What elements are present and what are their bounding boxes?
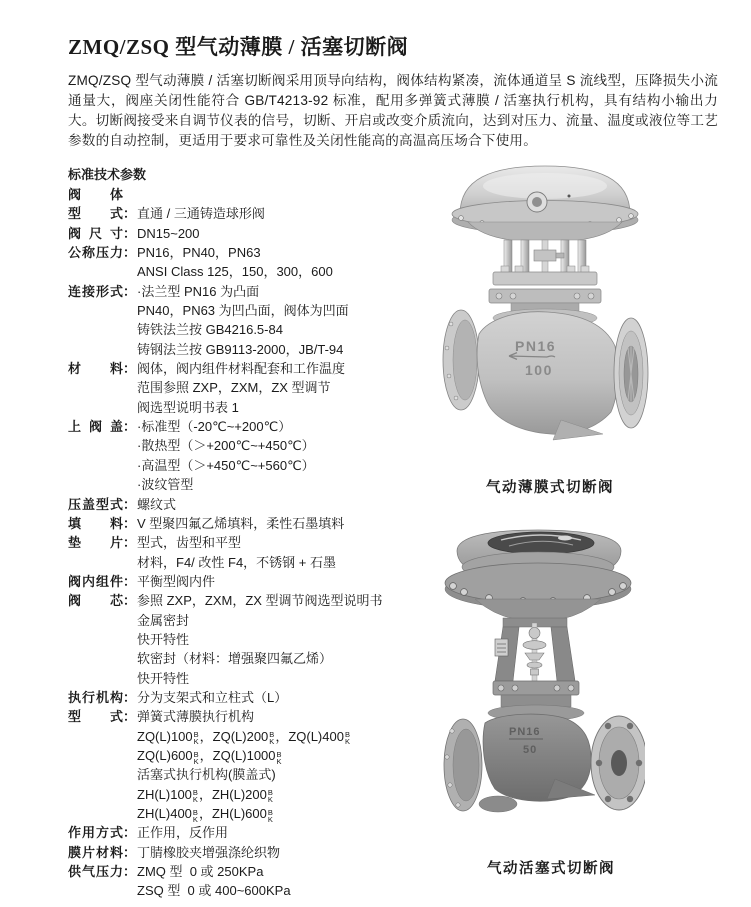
- spec-row: [68, 281, 446, 300]
- spec-colon: ：: [123, 844, 137, 860]
- spec-row: [68, 880, 446, 899]
- piston-valve-photo: [443, 527, 645, 817]
- spec-value: V 型聚四氟乙烯填料，柔性石墨填料: [137, 515, 345, 531]
- spec-label: 压盖型式: [68, 496, 123, 512]
- spec-row: [68, 571, 446, 590]
- spec-row: [68, 319, 446, 338]
- spec-value: PN40，PN63 为凹凸面，阀体为凹面: [137, 303, 349, 319]
- spec-row: [68, 474, 446, 493]
- spec-label: 执行机构: [68, 689, 123, 705]
- actuator-dome: [452, 166, 638, 240]
- spec-value: 螺纹式: [137, 496, 177, 512]
- spec-value: ·标准型（-20℃~+200℃）: [137, 419, 292, 435]
- spec-row: [68, 784, 446, 803]
- spec-value: 直通 / 三通铸造球形阀: [137, 206, 265, 222]
- spec-list: [68, 184, 446, 900]
- spec-colon: ：: [123, 864, 137, 880]
- spec-row: [68, 300, 446, 319]
- spec-value: 快开特性: [137, 670, 190, 686]
- spec-value: ·高温型（＞+450℃~+560℃）: [137, 457, 315, 473]
- spec-colon: ：: [123, 419, 137, 435]
- spec-value: 快开特性: [137, 631, 190, 647]
- spec-value: ·波纹管型: [137, 477, 194, 493]
- spec-label: 膜片材料: [68, 844, 123, 860]
- spec-value: 参照 ZXP，ZXM，ZX 型调节阀选型说明书: [137, 593, 383, 609]
- spec-row: [68, 455, 446, 474]
- valve-body: [444, 714, 645, 812]
- superscript-b-subscript-k-mark: B K: [192, 807, 198, 824]
- spec-value: 铸钢法兰按 GB9113-2000，JB/T-94: [137, 341, 344, 357]
- body-marking-dn: 100: [525, 362, 553, 378]
- spec-value: ZQ(L)100 B K ，ZQ(L)200 B K ，ZQ(L)400 B K: [137, 728, 350, 747]
- spec-row: [68, 861, 446, 880]
- superscript-b-subscript-k-mark: B K: [344, 730, 350, 747]
- spec-value: 材料，F4/ 改性 F4，不锈钢 + 石墨: [137, 554, 336, 570]
- spec-value: 阀选型说明书表 1: [137, 399, 239, 415]
- spec-value: 丁腈橡胶夹增强涤纶织物: [137, 844, 281, 860]
- superscript-b-subscript-k-mark: B K: [269, 730, 275, 747]
- spec-value: 正作用，反作用: [137, 825, 229, 841]
- spec-row: [68, 358, 446, 377]
- spec-row: [68, 687, 446, 706]
- spec-value: 阀体，阀内组件材料配套和工作温度: [137, 361, 346, 377]
- spec-row: [68, 377, 446, 396]
- spec-value: ZMQ 型 0 或 250KPa: [137, 864, 264, 880]
- spec-row: [68, 203, 446, 222]
- spec-colon: ：: [123, 361, 137, 377]
- spec-value: ZH(L)400 B K ，ZH(L)600 B K: [137, 806, 273, 824]
- superscript-b-subscript-k-mark: B K: [192, 788, 198, 805]
- spec-colon: ：: [123, 825, 137, 841]
- spec-row: [68, 842, 446, 861]
- spec-row: [68, 416, 446, 435]
- spec-row: [68, 261, 446, 280]
- spec-row: [68, 668, 446, 687]
- spec-value: 软密封（材料：增强聚四氟乙烯）: [137, 651, 333, 667]
- spec-label: 阀芯: [68, 593, 123, 609]
- spec-label: 型式: [68, 206, 123, 222]
- spec-row: [68, 494, 446, 513]
- spec-value: 平衡型阀内件: [137, 573, 216, 589]
- spec-value: 金属密封: [137, 612, 190, 628]
- spec-colon: ：: [123, 496, 137, 512]
- spec-value: 分为支架式和立柱式（L）: [137, 689, 288, 705]
- spec-row: [68, 532, 446, 551]
- spec-value: 范围参照 ZXP，ZXM，ZX 型调节: [137, 380, 331, 396]
- page-title: ZMQ/ZSQ 型气动薄膜 / 活塞切断阀: [68, 35, 409, 59]
- spec-label: 垫片: [68, 535, 123, 551]
- spec-colon: ：: [123, 283, 137, 299]
- superscript-b-subscript-k-mark: B K: [193, 730, 199, 747]
- spec-value: ZSQ 型 0 或 400~600KPa: [137, 883, 291, 899]
- spec-value: 弹簧式薄膜执行机构: [137, 709, 255, 725]
- spec-row: [68, 242, 446, 261]
- spec-colon: ：: [123, 206, 137, 222]
- spec-label: 填料: [68, 515, 123, 531]
- spec-colon: ：: [123, 535, 137, 551]
- spec-colon: ：: [123, 245, 137, 261]
- superscript-b-subscript-k-mark: B K: [267, 788, 273, 805]
- spec-value: ZQ(L)600 B K ，ZQ(L)1000 B K: [137, 747, 282, 766]
- spec-value: ANSI Class 125，150，300，600: [137, 264, 333, 280]
- spec-value: 活塞式执行机构(膜盖式): [137, 767, 276, 783]
- spec-row: [68, 745, 446, 764]
- spec-row: [68, 610, 446, 629]
- valve-body: [443, 310, 648, 440]
- spec-row: [68, 629, 446, 648]
- spec-colon: ：: [123, 515, 137, 531]
- spec-row: [68, 223, 446, 242]
- spec-value: ·法兰型 PN16 为凸面: [137, 283, 260, 299]
- body-marking-pn: PN16: [515, 338, 557, 354]
- figure-caption-diaphragm: 气动薄膜式切断阀: [486, 480, 614, 496]
- spec-colon: ：: [123, 573, 137, 589]
- spec-row: [68, 513, 446, 532]
- superscript-b-subscript-k-mark: B K: [276, 749, 282, 766]
- spec-label: 公称压力: [68, 245, 123, 261]
- spec-value: DN15~200: [137, 225, 200, 241]
- spec-row: [68, 726, 446, 745]
- spec-row: [68, 764, 446, 783]
- spec-colon: ：: [123, 709, 137, 725]
- figure-caption-piston: 气动活塞式切断阀: [487, 861, 615, 877]
- spec-row: [68, 339, 446, 358]
- spec-value: 铸铁法兰按 GB4216.5-84: [137, 322, 283, 338]
- spec-colon: ：: [123, 225, 137, 241]
- spec-label: 作用方式: [68, 825, 123, 841]
- spec-row: [68, 435, 446, 454]
- cast-yoke: [495, 618, 575, 681]
- spec-row: [68, 397, 446, 416]
- spec-row: [68, 803, 446, 822]
- spec-colon: ：: [123, 689, 137, 705]
- superscript-b-subscript-k-mark: B K: [193, 749, 199, 766]
- yoke-nameplate: [495, 639, 508, 656]
- spec-row: [68, 184, 446, 203]
- section-heading: 标准技术参数: [68, 167, 147, 182]
- spec-label: 型式: [68, 709, 123, 725]
- spec-label: 上阀盖: [68, 419, 123, 435]
- spec-value: ZH(L)100 B K ，ZH(L)200 B K: [137, 786, 273, 805]
- spec-row: [68, 822, 446, 841]
- intro-paragraph: ZMQ/ZSQ 型气动薄膜 / 活塞切断阀采用顶导向结构，阀体结构紧凑，流体通道呈 S 流线型，压降损失小流通量大，阀座关闭性能符合 GB/T4213-92 标准，配用多弹簧式薄膜 / 活塞执行机构，具有结构小输出力大。切断阀接受来自调节仪表的信号，切断、开启或改变介质流向，达到对压力、流量、温度或液位等工艺参数的自动控制，更适用于要求可靠性及关闭性能高的高温高压场合下使用。: [68, 73, 718, 148]
- spec-colon: ：: [123, 593, 137, 609]
- diaphragm-valve-photo: [441, 162, 649, 460]
- body-marking-pn: PN16: [509, 726, 541, 738]
- spec-value: ·散热型（＞+200℃~+450℃）: [137, 438, 315, 454]
- spec-label: 阀内组件: [68, 573, 123, 589]
- spec-value: PN16，PN40，PN63: [137, 245, 261, 261]
- superscript-b-subscript-k-mark: B K: [267, 807, 273, 824]
- spec-label: 连接形式: [68, 283, 123, 299]
- actuator-dome: [445, 530, 631, 619]
- spec-value: 型式，齿型和平型: [137, 535, 242, 551]
- spec-label: 供气压力: [68, 864, 123, 880]
- spec-label: 材料: [68, 361, 123, 377]
- spec-label: 阀体: [68, 187, 123, 202]
- spec-row: [68, 590, 446, 609]
- body-marking-dn: 50: [523, 744, 538, 756]
- spec-row: [68, 706, 446, 725]
- spec-label: 阀尺寸: [68, 225, 123, 241]
- spec-row: [68, 648, 446, 667]
- spec-row: [68, 552, 446, 571]
